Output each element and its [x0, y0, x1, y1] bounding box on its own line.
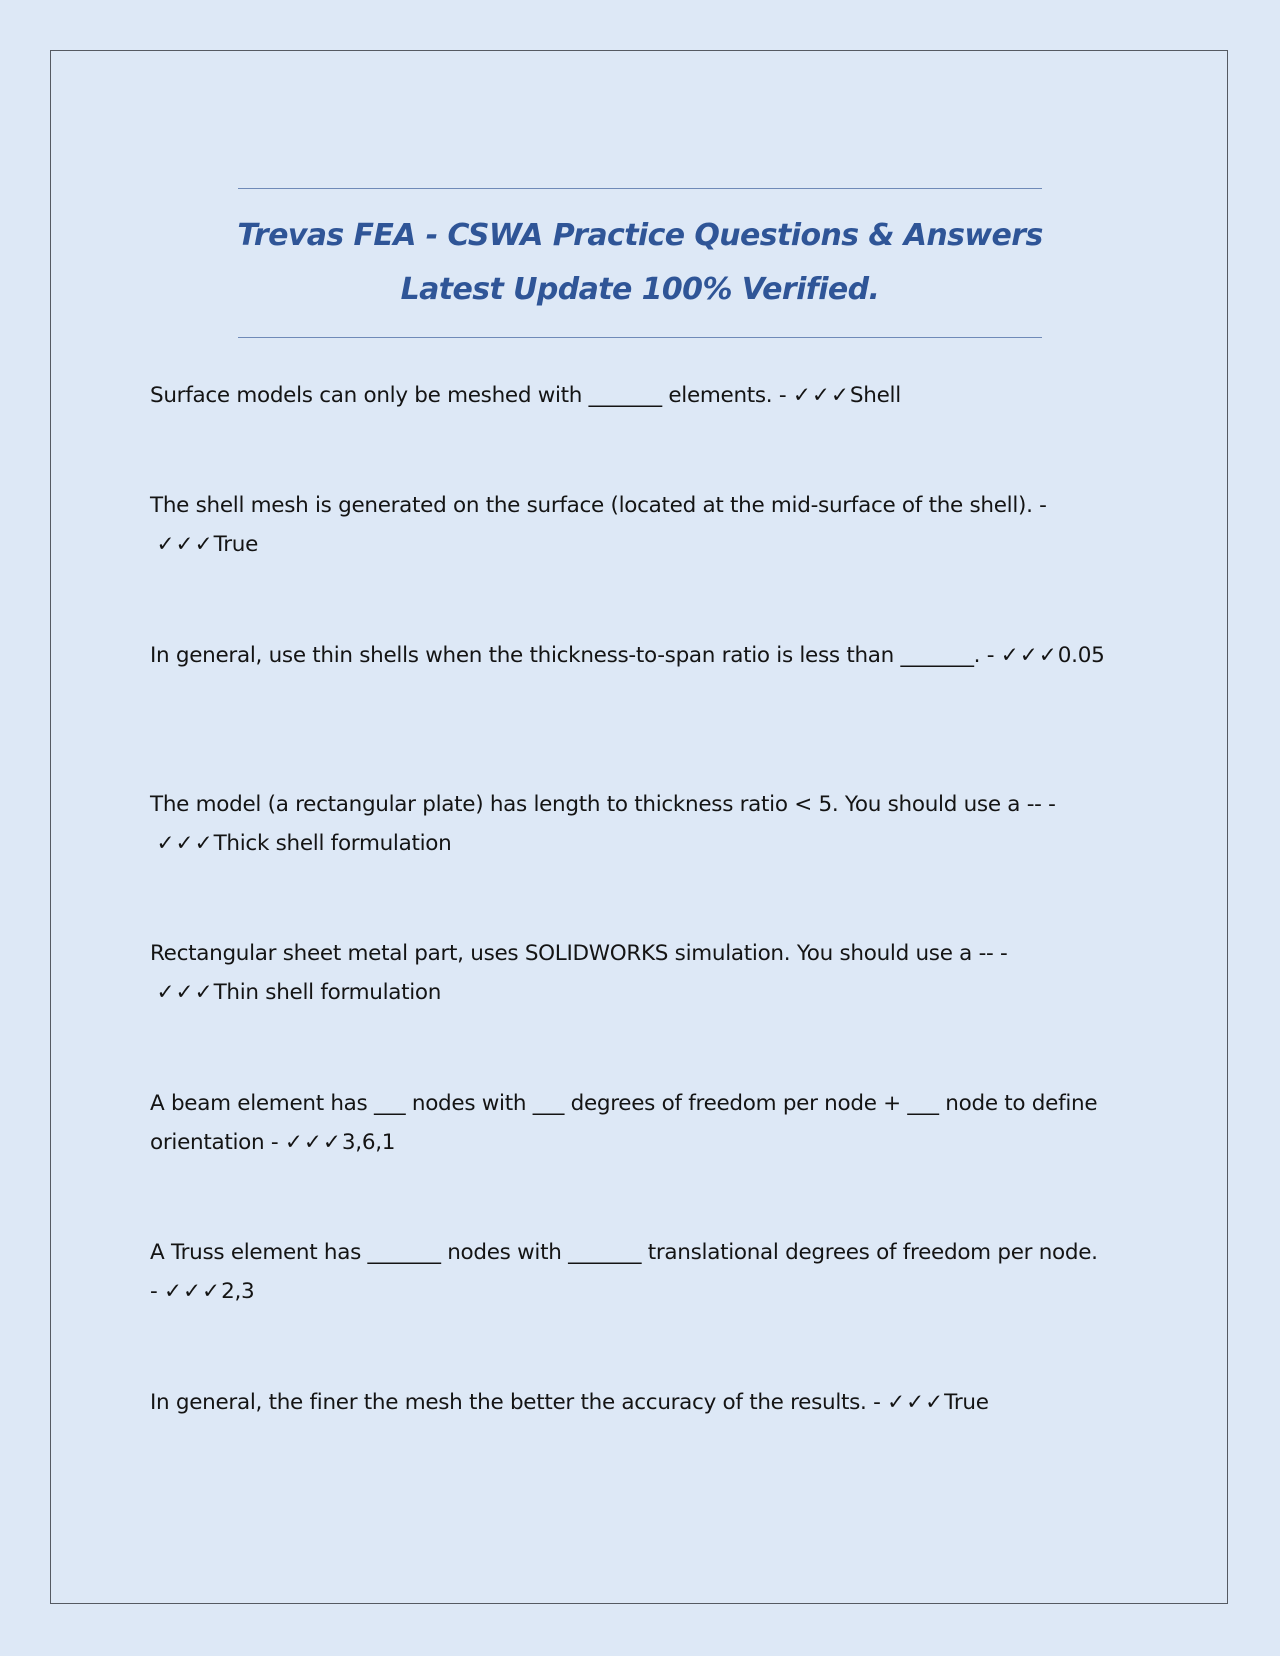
document-title: Trevas FEA - CSWA Practice Questions & Answers: [237, 218, 1043, 253]
check-marks-icon: ✓✓✓: [887, 1390, 945, 1415]
check-marks-icon: ✓✓✓: [156, 532, 214, 557]
qa-item-4: [150, 785, 1110, 863]
question-text: A Truss element has _______ nodes with _______ translational degrees of freedom per node. -: [150, 1240, 1098, 1304]
check-marks-icon: ✓✓✓: [1000, 643, 1058, 668]
question-text: A beam element has ___ nodes with ___ degrees of freedom per node + ___ node to define orientation -: [150, 1091, 1098, 1155]
document-subtitle: Latest Update 100% Verified.: [400, 272, 880, 307]
question-text: The shell mesh is generated on the surface (located at the mid-surface of the shell). -: [150, 493, 1047, 518]
check-marks-icon: ✓✓✓: [156, 980, 214, 1005]
question-text: Rectangular sheet metal part, uses SOLIDWORKS simulation. You should use a -- -: [150, 941, 1008, 966]
answer-text: 0.05: [1057, 643, 1105, 668]
answer-text: Thick shell formulation: [213, 831, 452, 856]
qa-item-5: [150, 934, 1110, 1012]
answer-text: Thin shell formulation: [213, 980, 442, 1005]
answer-text: 2,3: [221, 1279, 255, 1304]
qa-item-1: [150, 376, 1110, 415]
answer-text: True: [213, 532, 259, 557]
check-marks-icon: ✓✓✓: [164, 1279, 222, 1304]
answer-text: Shell: [849, 383, 901, 408]
question-text: In general, the finer the mesh the better the accuracy of the results. -: [150, 1390, 881, 1415]
qa-item-7: [150, 1233, 1110, 1311]
answer-text: True: [944, 1390, 989, 1415]
check-marks-icon: ✓✓✓: [792, 383, 850, 408]
check-marks-icon: ✓✓✓: [156, 831, 214, 856]
qa-item-2: [150, 486, 1110, 564]
qa-item-3: [150, 636, 1110, 675]
check-marks-icon: ✓✓✓: [284, 1130, 342, 1155]
document-title-block: [238, 188, 1042, 338]
question-text: Surface models can only be meshed with _______ elements. -: [150, 383, 787, 408]
question-text: In general, use thin shells when the thickness-to-span ratio is less than _______. -: [150, 643, 995, 668]
qa-item-6: [150, 1084, 1110, 1162]
qa-item-8: [150, 1383, 1110, 1422]
answer-text: 3,6,1: [341, 1130, 396, 1155]
question-text: The model (a rectangular plate) has length to thickness ratio < 5. You should use a -- -: [150, 792, 1056, 817]
